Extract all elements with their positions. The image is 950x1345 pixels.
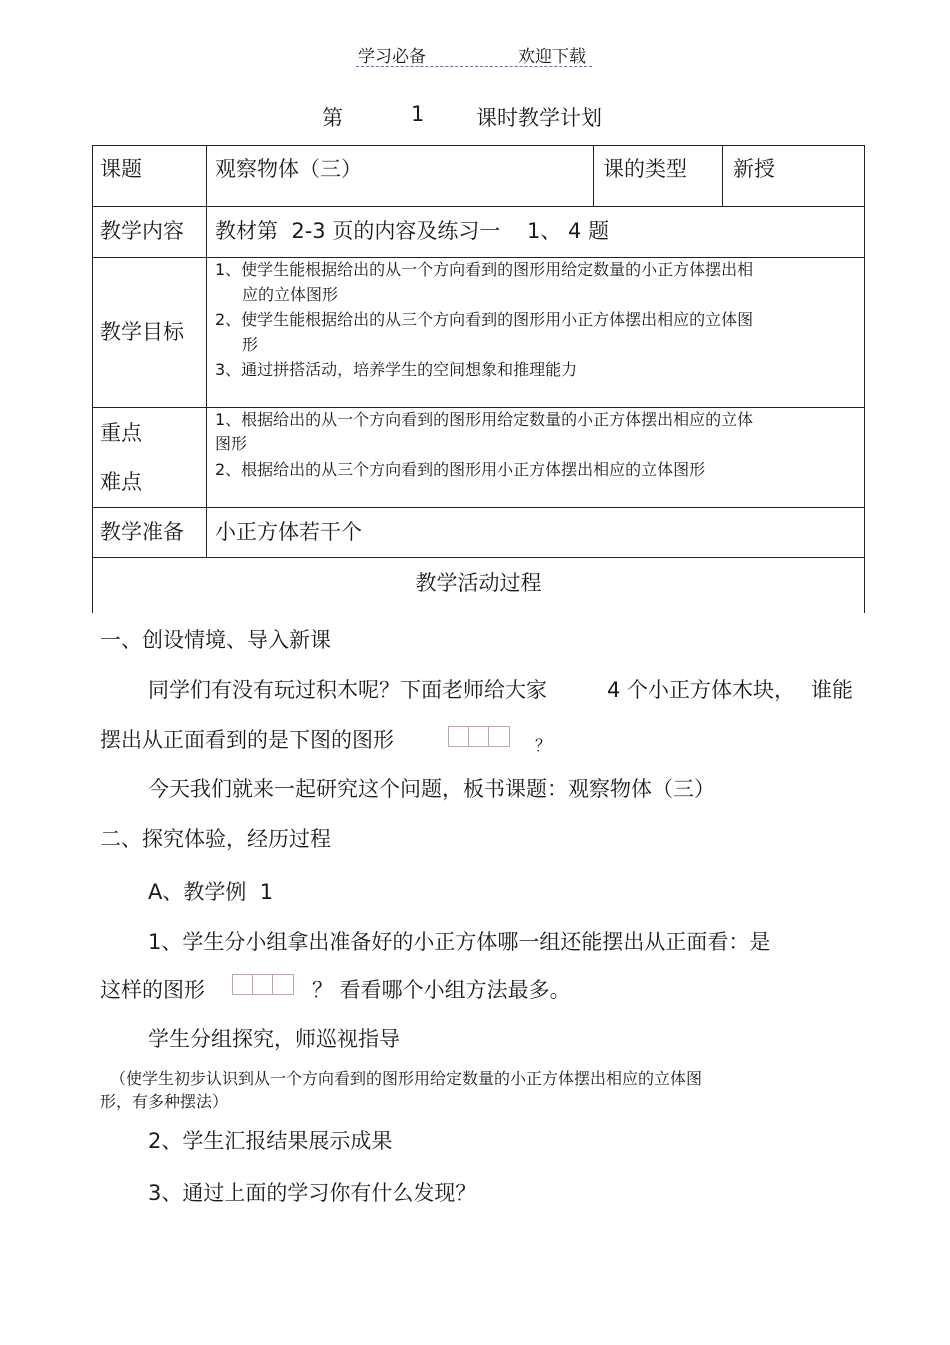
paragraph: 学生分组探究，师巡视指导 (148, 1027, 400, 1051)
topic-label: 课题 (100, 157, 142, 181)
difficulty-label: 难点 (100, 470, 142, 494)
title-suffix: 课时教学计划 (476, 106, 602, 130)
preparation-label: 教学准备 (100, 520, 184, 544)
key-point-label: 重点 (100, 421, 142, 445)
lesson-plan-table (92, 145, 865, 613)
paragraph: 同学们有没有玩过积木呢？下面老师给大家 (148, 678, 547, 702)
lesson-type-label: 课的类型 (603, 157, 687, 181)
paragraph: 4 个小正方体木块， (607, 678, 796, 702)
note-line: （使学生初步认识到从一个方向看到的图形用给定数量的小正方体摆出相应的立体图 (110, 1069, 703, 1088)
goals-label: 教学目标 (100, 320, 184, 344)
document-title (0, 102, 950, 132)
preparation-value: 小正方体若干个 (215, 520, 362, 544)
goal-line: 形 (242, 335, 259, 354)
note-line: 形，有多种摆法） (100, 1092, 229, 1111)
topic-value: 观察物体（三） (215, 157, 362, 181)
goal-line: 应的立体图形 (242, 285, 339, 304)
keypoint-line: 1、根据给出的从一个方向看到的图形用给定数量的小正方体摆出相应的立体 (215, 410, 754, 429)
header-right-text: 欢迎下载 (518, 47, 586, 67)
content-value: 教材第 2-3 页的内容及练习一 1、 4 题 (215, 219, 610, 243)
goal-line: 3、通过拼搭活动，培养学生的空间想象和推理能力 (215, 360, 578, 379)
three-cube-figure (448, 726, 510, 747)
lesson-type-value: 新授 (733, 157, 775, 181)
paragraph: ？ 看看哪个小组方法最多。 (312, 978, 571, 1002)
three-cube-figure (232, 974, 294, 995)
paragraph: 3、通过上面的学习你有什么发现？ (148, 1181, 477, 1205)
example-heading: A、教学例 1 (148, 880, 274, 904)
header-left-text: 学习必备 (358, 47, 426, 67)
question-mark: ？ (535, 736, 552, 755)
keypoint-line: 2、根据给出的从三个方向看到的图形用小正方体摆出相应的立体图形 (215, 460, 706, 479)
page-header (356, 40, 592, 67)
paragraph: 谁能 (811, 678, 853, 702)
paragraph: 今天我们就来一起研究这个问题，板书课题：观察物体（三） (148, 777, 715, 801)
paragraph: 摆出从正面看到的是下图的图形 (100, 728, 394, 752)
goal-line: 2、使学生能根据给出的从三个方向看到的图形用小正方体摆出相应的立体图 (215, 310, 754, 329)
goal-line: 1、使学生能根据给出的从一个方向看到的图形用给定数量的小正方体摆出相 (215, 260, 754, 279)
content-label: 教学内容 (100, 219, 184, 243)
title-prefix: 第 (322, 106, 343, 130)
section-heading: 二、探究体验，经历过程 (100, 827, 331, 851)
process-heading: 教学活动过程 (415, 571, 542, 595)
paragraph: 这样的图形 (100, 978, 205, 1002)
paragraph: 1、学生分小组拿出准备好的小正方体哪一组还能摆出从正面看：是 (148, 930, 771, 954)
title-number: 1 (411, 102, 425, 126)
keypoint-line: 图形 (215, 434, 248, 453)
section-heading: 一、创设情境、导入新课 (100, 628, 331, 652)
paragraph: 2、学生汇报结果展示成果 (148, 1129, 393, 1153)
